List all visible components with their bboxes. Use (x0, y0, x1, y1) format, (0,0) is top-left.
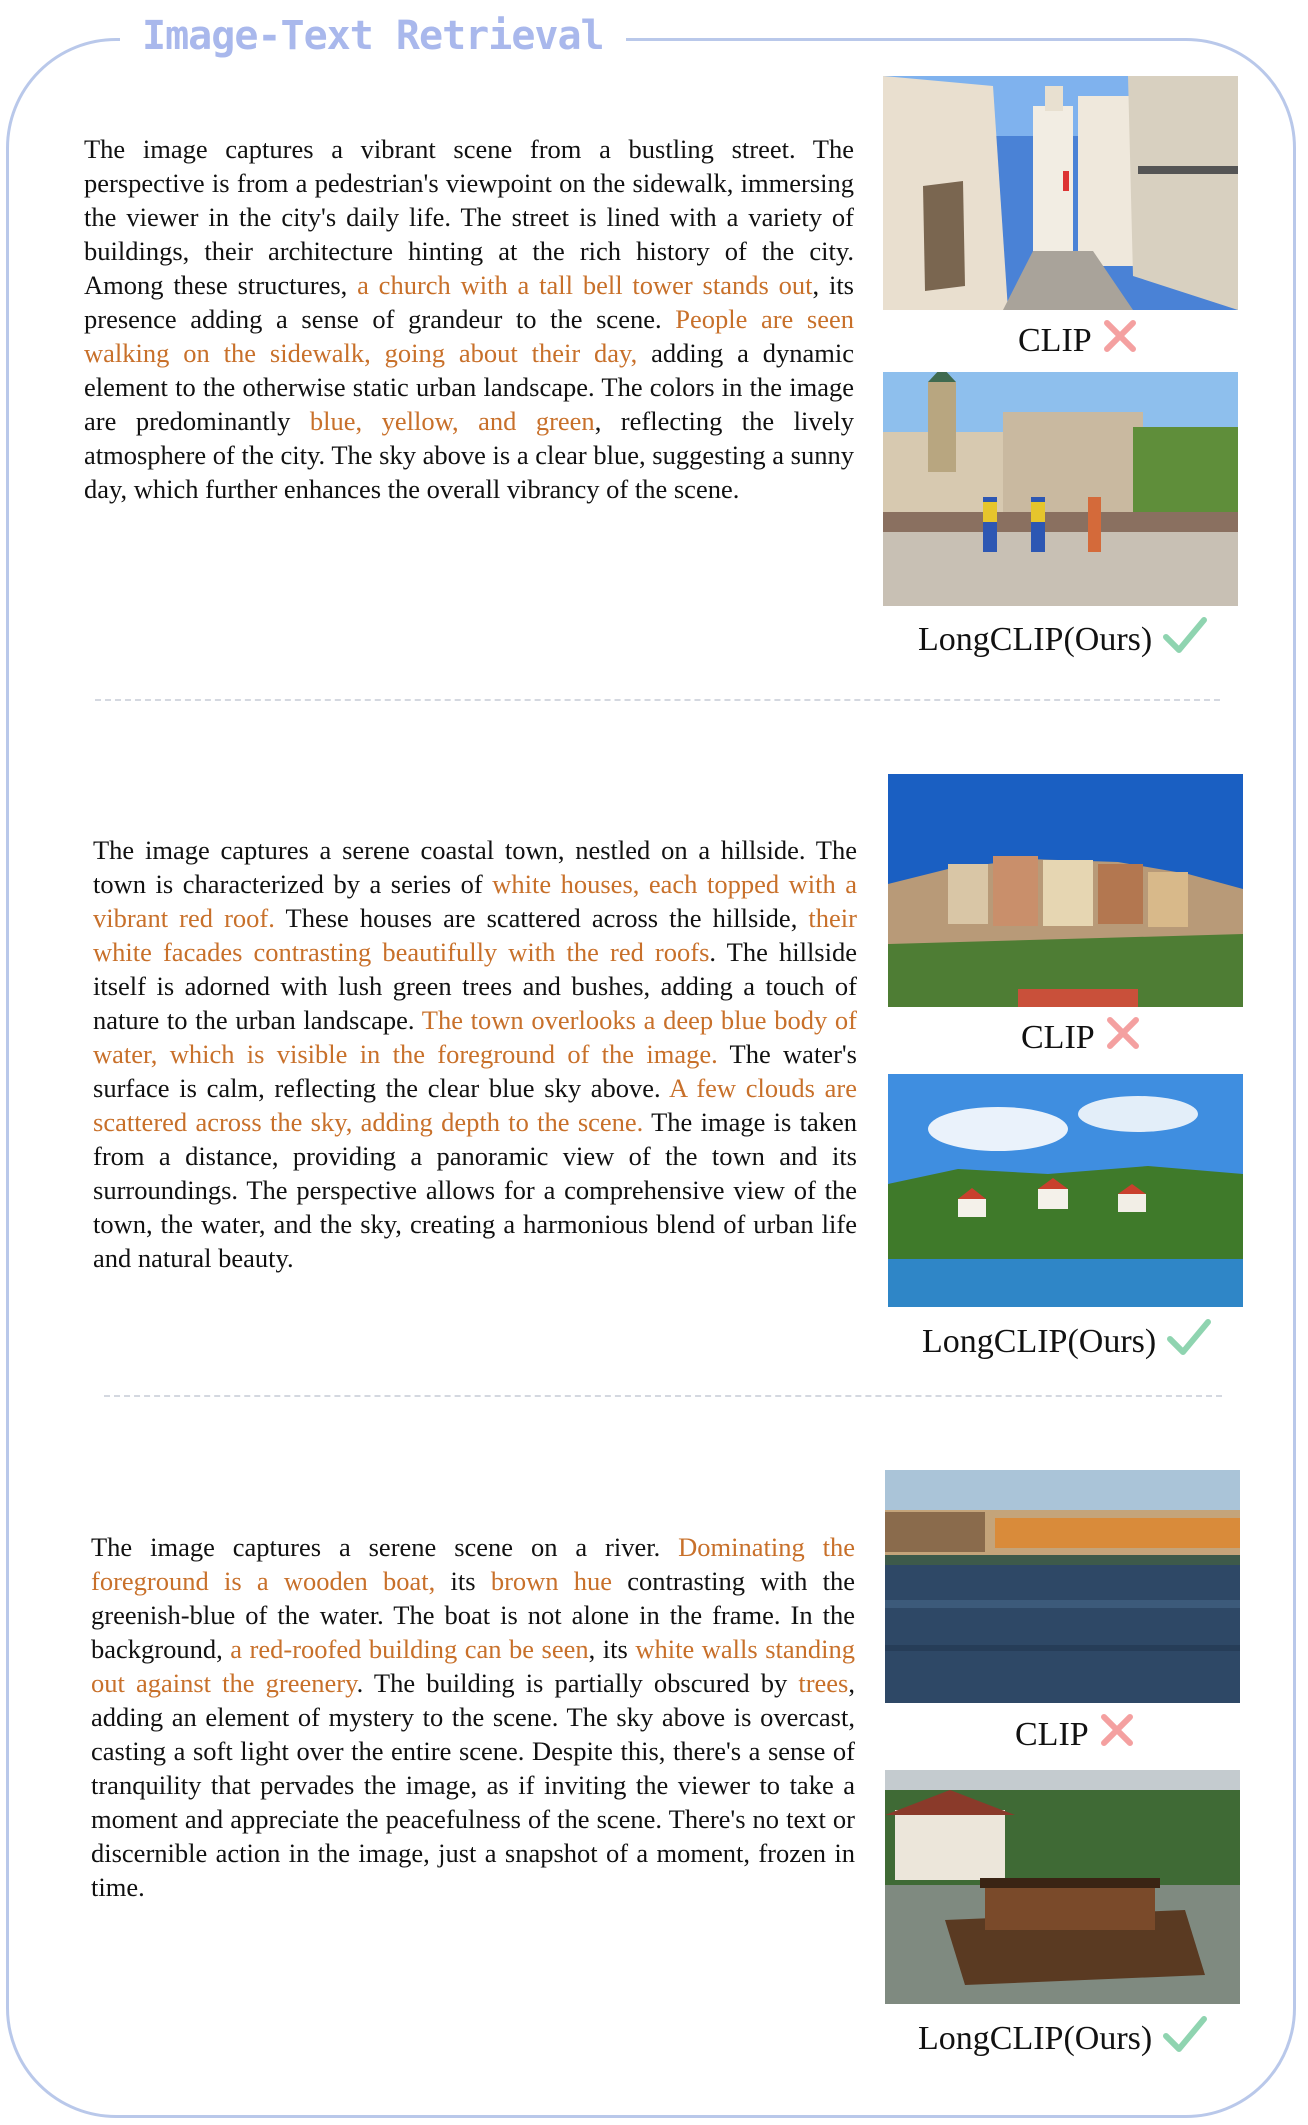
clip-result (1015, 1712, 1135, 1757)
caption-segment: . The hillside itself is adorned with lush green trees and bushes, adding a touch of nature to the urban landscape. (93, 937, 857, 1035)
longclip-label: LongCLIP(Ours) (922, 1322, 1157, 1360)
highlighted-phrase: A few clouds are scattered across the sky, adding depth to the scene. (93, 1073, 858, 1137)
highlighted-phrase: white walls standing out against the greenery (91, 1634, 855, 1698)
caption-segment: , its presence adding a sense of grandeur to the scene. (84, 270, 854, 334)
clip-result-image (883, 76, 1238, 310)
highlighted-phrase: a red-roofed building can be seen (230, 1634, 589, 1664)
caption-segment: its (435, 1566, 491, 1596)
highlighted-phrase: white houses, each topped with a vibrant red roof. (93, 869, 858, 933)
separator-2 (104, 1395, 1222, 1397)
longclip-result (922, 1317, 1212, 1366)
caption-segment: contrasting with the greenish-blue of the water. The boat is not alone in the frame. In the background, (91, 1566, 855, 1664)
caption-text (91, 1530, 855, 1904)
clip-result-image (888, 774, 1243, 1007)
longclip-result-image (885, 1770, 1240, 2004)
clip-label: CLIP (1015, 1715, 1089, 1753)
check-icon (1166, 1317, 1212, 1366)
check-icon (1162, 615, 1208, 664)
caption-segment: . The building is partially obscured by (356, 1668, 799, 1698)
caption-text (93, 833, 857, 1275)
longclip-result-image (883, 372, 1238, 606)
caption-segment: The image captures a serene scene on a river. (91, 1532, 679, 1562)
check-icon (1162, 2014, 1208, 2063)
panel-title: Image-Text Retrieval (120, 8, 626, 64)
caption-segment: The image captures a vibrant scene from a bustling street. The perspective is from a pedestrian's viewpoint on the sidewalk, immersing the viewer in the city's daily life. The street is lined with a variety of buildings, their architecture hinting at the rich history of the city. Among these structures, (84, 134, 854, 300)
caption-segment: The image captures a serene coastal town, nestled on a hillside. The town is characterized by a series of (93, 835, 857, 899)
caption-segment: These houses are scattered across the hillside, (274, 903, 809, 933)
caption-segment: The image is taken from a distance, providing a panoramic view of the town and its surroundings. The perspective allows for a comprehensive view of the town, the water, and the sky, creating a harmonious blend of urban life and natural beauty. (93, 1107, 858, 1273)
highlighted-phrase: Dominating the foreground is a wooden boat, (91, 1532, 855, 1596)
longclip-label: LongCLIP(Ours) (918, 620, 1153, 658)
highlighted-phrase: People are seen walking on the sidewalk, going about their day, (84, 304, 854, 368)
clip-label: CLIP (1021, 1018, 1095, 1056)
caption-segment: , its (588, 1634, 636, 1664)
longclip-result (918, 615, 1208, 664)
clip-label: CLIP (1018, 321, 1092, 359)
highlighted-phrase: The town overlooks a deep blue body of water, which is visible in the foreground of the image. (93, 1005, 858, 1069)
longclip-result-image (888, 1074, 1243, 1307)
longclip-result (918, 2014, 1208, 2063)
cross-icon (1105, 1015, 1141, 1060)
separator-1 (95, 699, 1220, 701)
caption-segment: , reflecting the lively atmosphere of the city. The sky above is a clear blue, suggesting a sunny day, which further enhances the overall vibrancy of the scene. (84, 406, 854, 504)
highlighted-phrase: a church with a tall bell tower stands out (357, 270, 813, 300)
caption-text (84, 132, 854, 506)
caption-segment: adding a dynamic element to the otherwise static urban landscape. The colors in the image are predominantly (84, 338, 854, 436)
clip-result (1021, 1015, 1141, 1060)
longclip-label: LongCLIP(Ours) (918, 2019, 1153, 2057)
highlighted-phrase: blue, yellow, and green (309, 406, 595, 436)
highlighted-phrase: brown hue (490, 1566, 613, 1596)
highlighted-phrase: trees (798, 1668, 849, 1698)
clip-result (1018, 318, 1138, 363)
caption-segment: , adding an element of mystery to the scene. The sky above is overcast, casting a soft light over the entire scene. Despite this, there's a sense of tranquility that pervades the image, as if inviting the viewer to take a moment and appreciate the peacefulness of the scene. There's no text or discernible action in the image, just a snapshot of a moment, frozen in time. (91, 1668, 855, 1902)
cross-icon (1099, 1712, 1135, 1757)
clip-result-image (885, 1470, 1240, 1703)
cross-icon (1102, 318, 1138, 363)
caption-segment: The water's surface is calm, reflecting the clear blue sky above. (93, 1039, 857, 1103)
highlighted-phrase: their white facades contrasting beautifully with the red roofs (93, 903, 857, 967)
